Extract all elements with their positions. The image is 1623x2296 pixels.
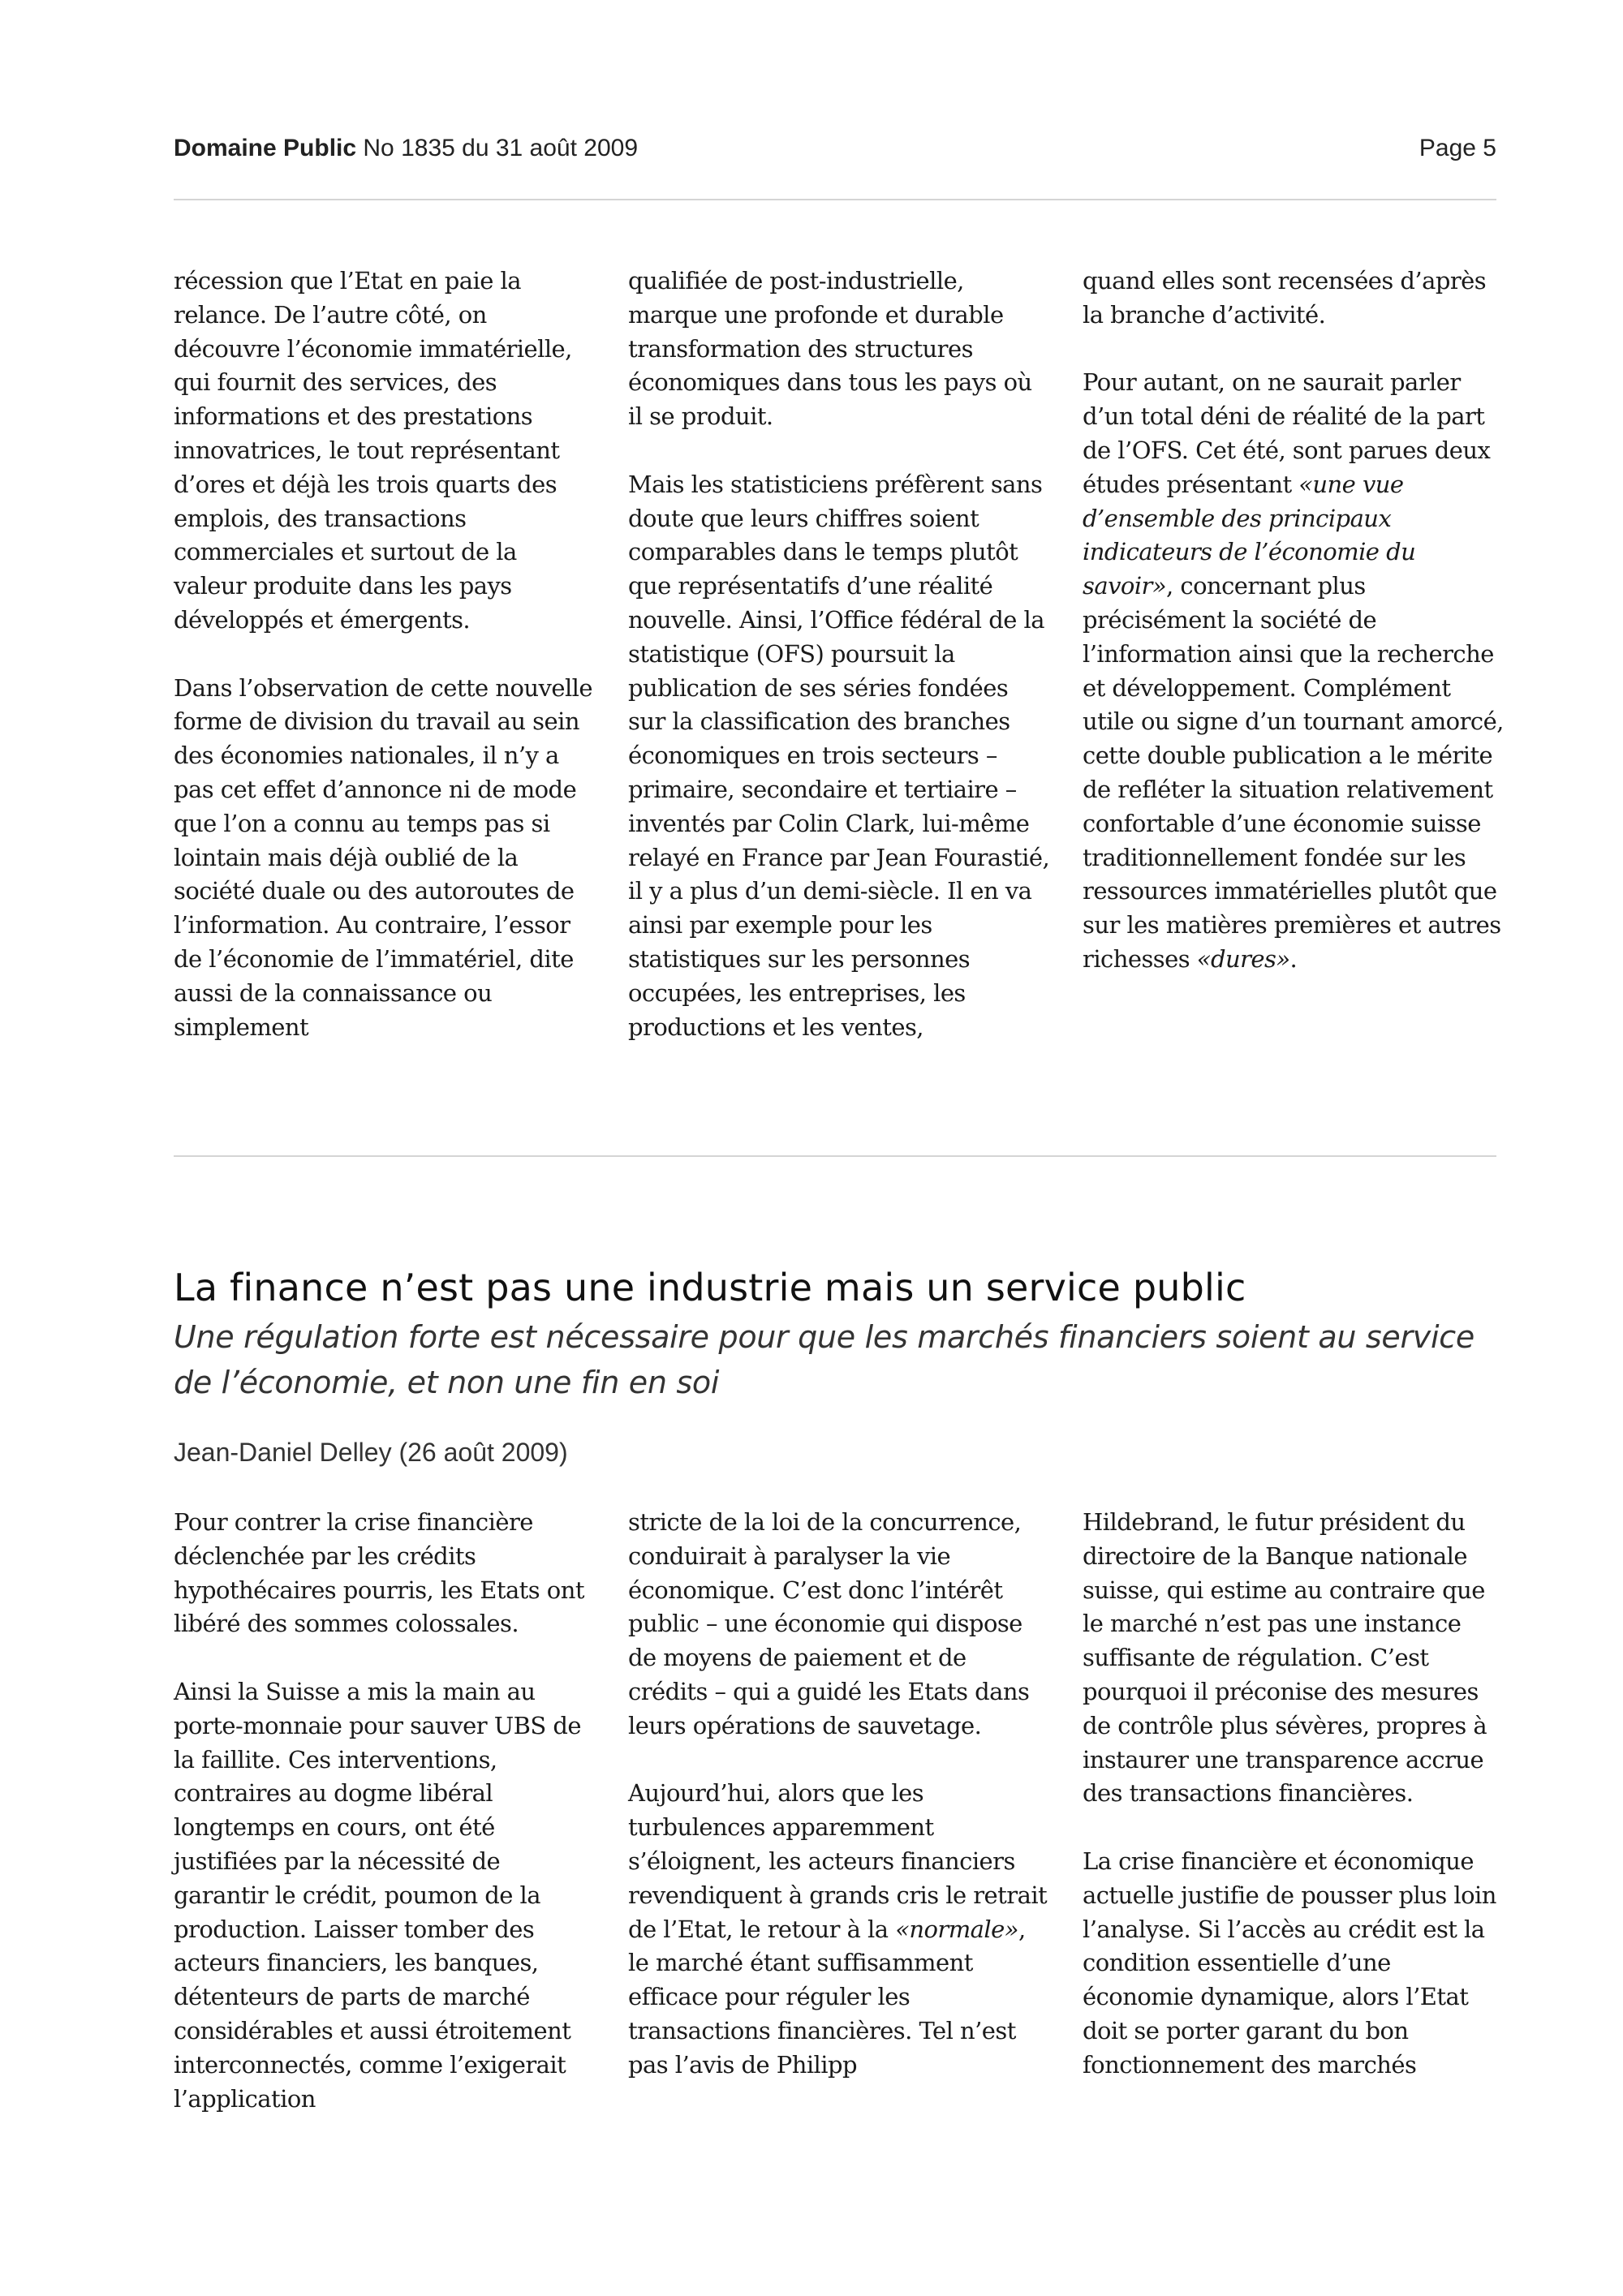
paragraph	[1083, 366, 1505, 976]
publication-name: Domaine Public	[174, 135, 357, 161]
continued-article	[174, 264, 1505, 1044]
paragraph: Ainsi la Suisse a mis la main au porte-monnaie pour sauver UBS de la faillite. Ces interventions, contraires au dogme libéral longtemps en cours, ont été justifiées par la nécessité de garantir le crédit, poumon de la production. Laisser tomber des acteurs financiers, les banques, détenteurs de parts de marché considérables et aussi étroitement interconnectés, comme l’exigerait l’application	[174, 1677, 581, 2113]
paragraph-text: Pour autant, on ne saurait parler d’un total déni de réalité de la part de l’OFS. Cet été, sont parues deux études présentant	[1083, 368, 1491, 498]
quotation: «dures»	[1196, 944, 1290, 973]
article-column-2	[628, 1506, 1050, 2116]
paragraph: Hildebrand, le futur président du directoire de la Banque nationale suisse, qui estime au contraire que le marché n’est pas une instance suffisante de régulation. C’est pourquoi il préconise des mesures de contrôle plus sévères, propres à instaurer une transparence accrue des transactions financières.	[1083, 1508, 1487, 1808]
article-column-1	[174, 1506, 596, 2116]
article-divider	[174, 1155, 1496, 1157]
article-column-3	[1083, 1506, 1505, 2116]
paragraph-text: Aujourd’hui, alors que les turbulences apparemment s’éloignent, les acteurs financiers revendiquent à grands cris le retrait de l’Etat, le retour à la	[628, 1779, 1048, 1943]
article-body	[174, 1506, 1505, 2116]
paragraph-text: .	[1289, 944, 1298, 973]
continued-column-1	[174, 264, 596, 1044]
page-number: Page 5	[1419, 135, 1496, 161]
paragraph: Pour contrer la crise financière déclenchée par les crédits hypothécaires pourris, les Etats ont libéré des sommes colossales.	[174, 1508, 584, 1638]
paragraph: stricte de la loi de la concurrence, conduirait à paralyser la vie économique. C’est donc l’intérêt public – une économie qui dispose de moyens de paiement et de crédits – qui a guidé les Etats dans leurs opérations de sauvetage.	[628, 1508, 1030, 1739]
paragraph-text: , le marché étant suffisamment efficace pour réguler les transactions financières. Tel n’est pas l’avis de Philipp	[628, 1915, 1026, 2079]
article-byline: Jean-Daniel Delley (26 août 2009)	[174, 1438, 568, 1467]
issue-info: No 1835 du 31 août 2009	[363, 135, 639, 161]
paragraph	[628, 1777, 1050, 2082]
header-divider	[174, 199, 1496, 200]
continued-column-2	[628, 264, 1050, 1044]
quotation: «une vue d’ensemble des principaux indicateurs de l’économie du savoir»	[1083, 470, 1416, 600]
paragraph: Dans l’observation de cette nouvelle forme de division du travail au sein des économies nationales, il n’y a pas cet effet d’annonce ni de mode que l’on a connu au temps pas si lointain mais déjà oublié de la société duale ou des autoroutes de l’information. Au contraire, l’essor de l’économie de l’immatériel, dite aussi de la connaissance ou simplement	[174, 673, 593, 1041]
page-header	[174, 135, 1496, 167]
quotation: «normale»	[895, 1915, 1018, 1943]
paragraph-text: , concernant plus précisément la société de l’information ainsi que la recherche et développement. Complément utile ou signe d’un tournant amorcé, cette double publication a le mérite de refléter la situation relativement confortable d’une économie suisse traditionnellement fondée sur les ressources immatérielles plutôt que sur les matières premières et autres richesses	[1083, 572, 1504, 973]
article-subtitle: Une régulation forte est nécessaire pour que les marchés financiers soient au service de l’économie, et non une fin en soi	[174, 1319, 1474, 1400]
paragraph: Mais les statisticiens préfèrent sans doute que leurs chiffres soient comparables dans le temps plutôt que représentatifs d’une réalité nouvelle. Ainsi, l’Office fédéral de la statistique (OFS) poursuit la publication de ses séries fondées sur la classification des branches économiques en trois secteurs – primaire, secondaire et tertiaire – inventés par Colin Clark, lui-même relayé en France par Jean Fourastié, il y a plus d’un demi-siècle. Il en va ainsi par exemple pour les statistiques sur les personnes occupées, les entreprises, les productions et les ventes,	[628, 470, 1050, 1041]
article-title: La finance n’est pas une industrie mais un service public	[174, 1266, 1246, 1309]
paragraph: La crise financière et économique actuelle justifie de pousser plus loin l’analyse. Si l’accès au crédit est la condition essentielle d’une économie dynamique, alors l’Etat doit se porter garant du bon fonctionnement des marchés	[1083, 1847, 1496, 2079]
continued-column-3	[1083, 264, 1505, 1044]
paragraph: récession que l’Etat en paie la relance. De l’autre côté, on découvre l’économie immatérielle, qui fournit des services, des informations et des prestations innovatrices, le tout représentant d’ores et déjà les trois quarts des emplois, des transactions commerciales et surtout de la valeur produite dans les pays développés et émergents.	[174, 267, 572, 634]
paragraph: quand elles sont recensées d’après la branche d’activité.	[1083, 267, 1487, 329]
paragraph: qualifiée de post-industrielle, marque une profonde et durable transformation des structures économiques dans tous les pays où il se produit.	[628, 267, 1032, 431]
